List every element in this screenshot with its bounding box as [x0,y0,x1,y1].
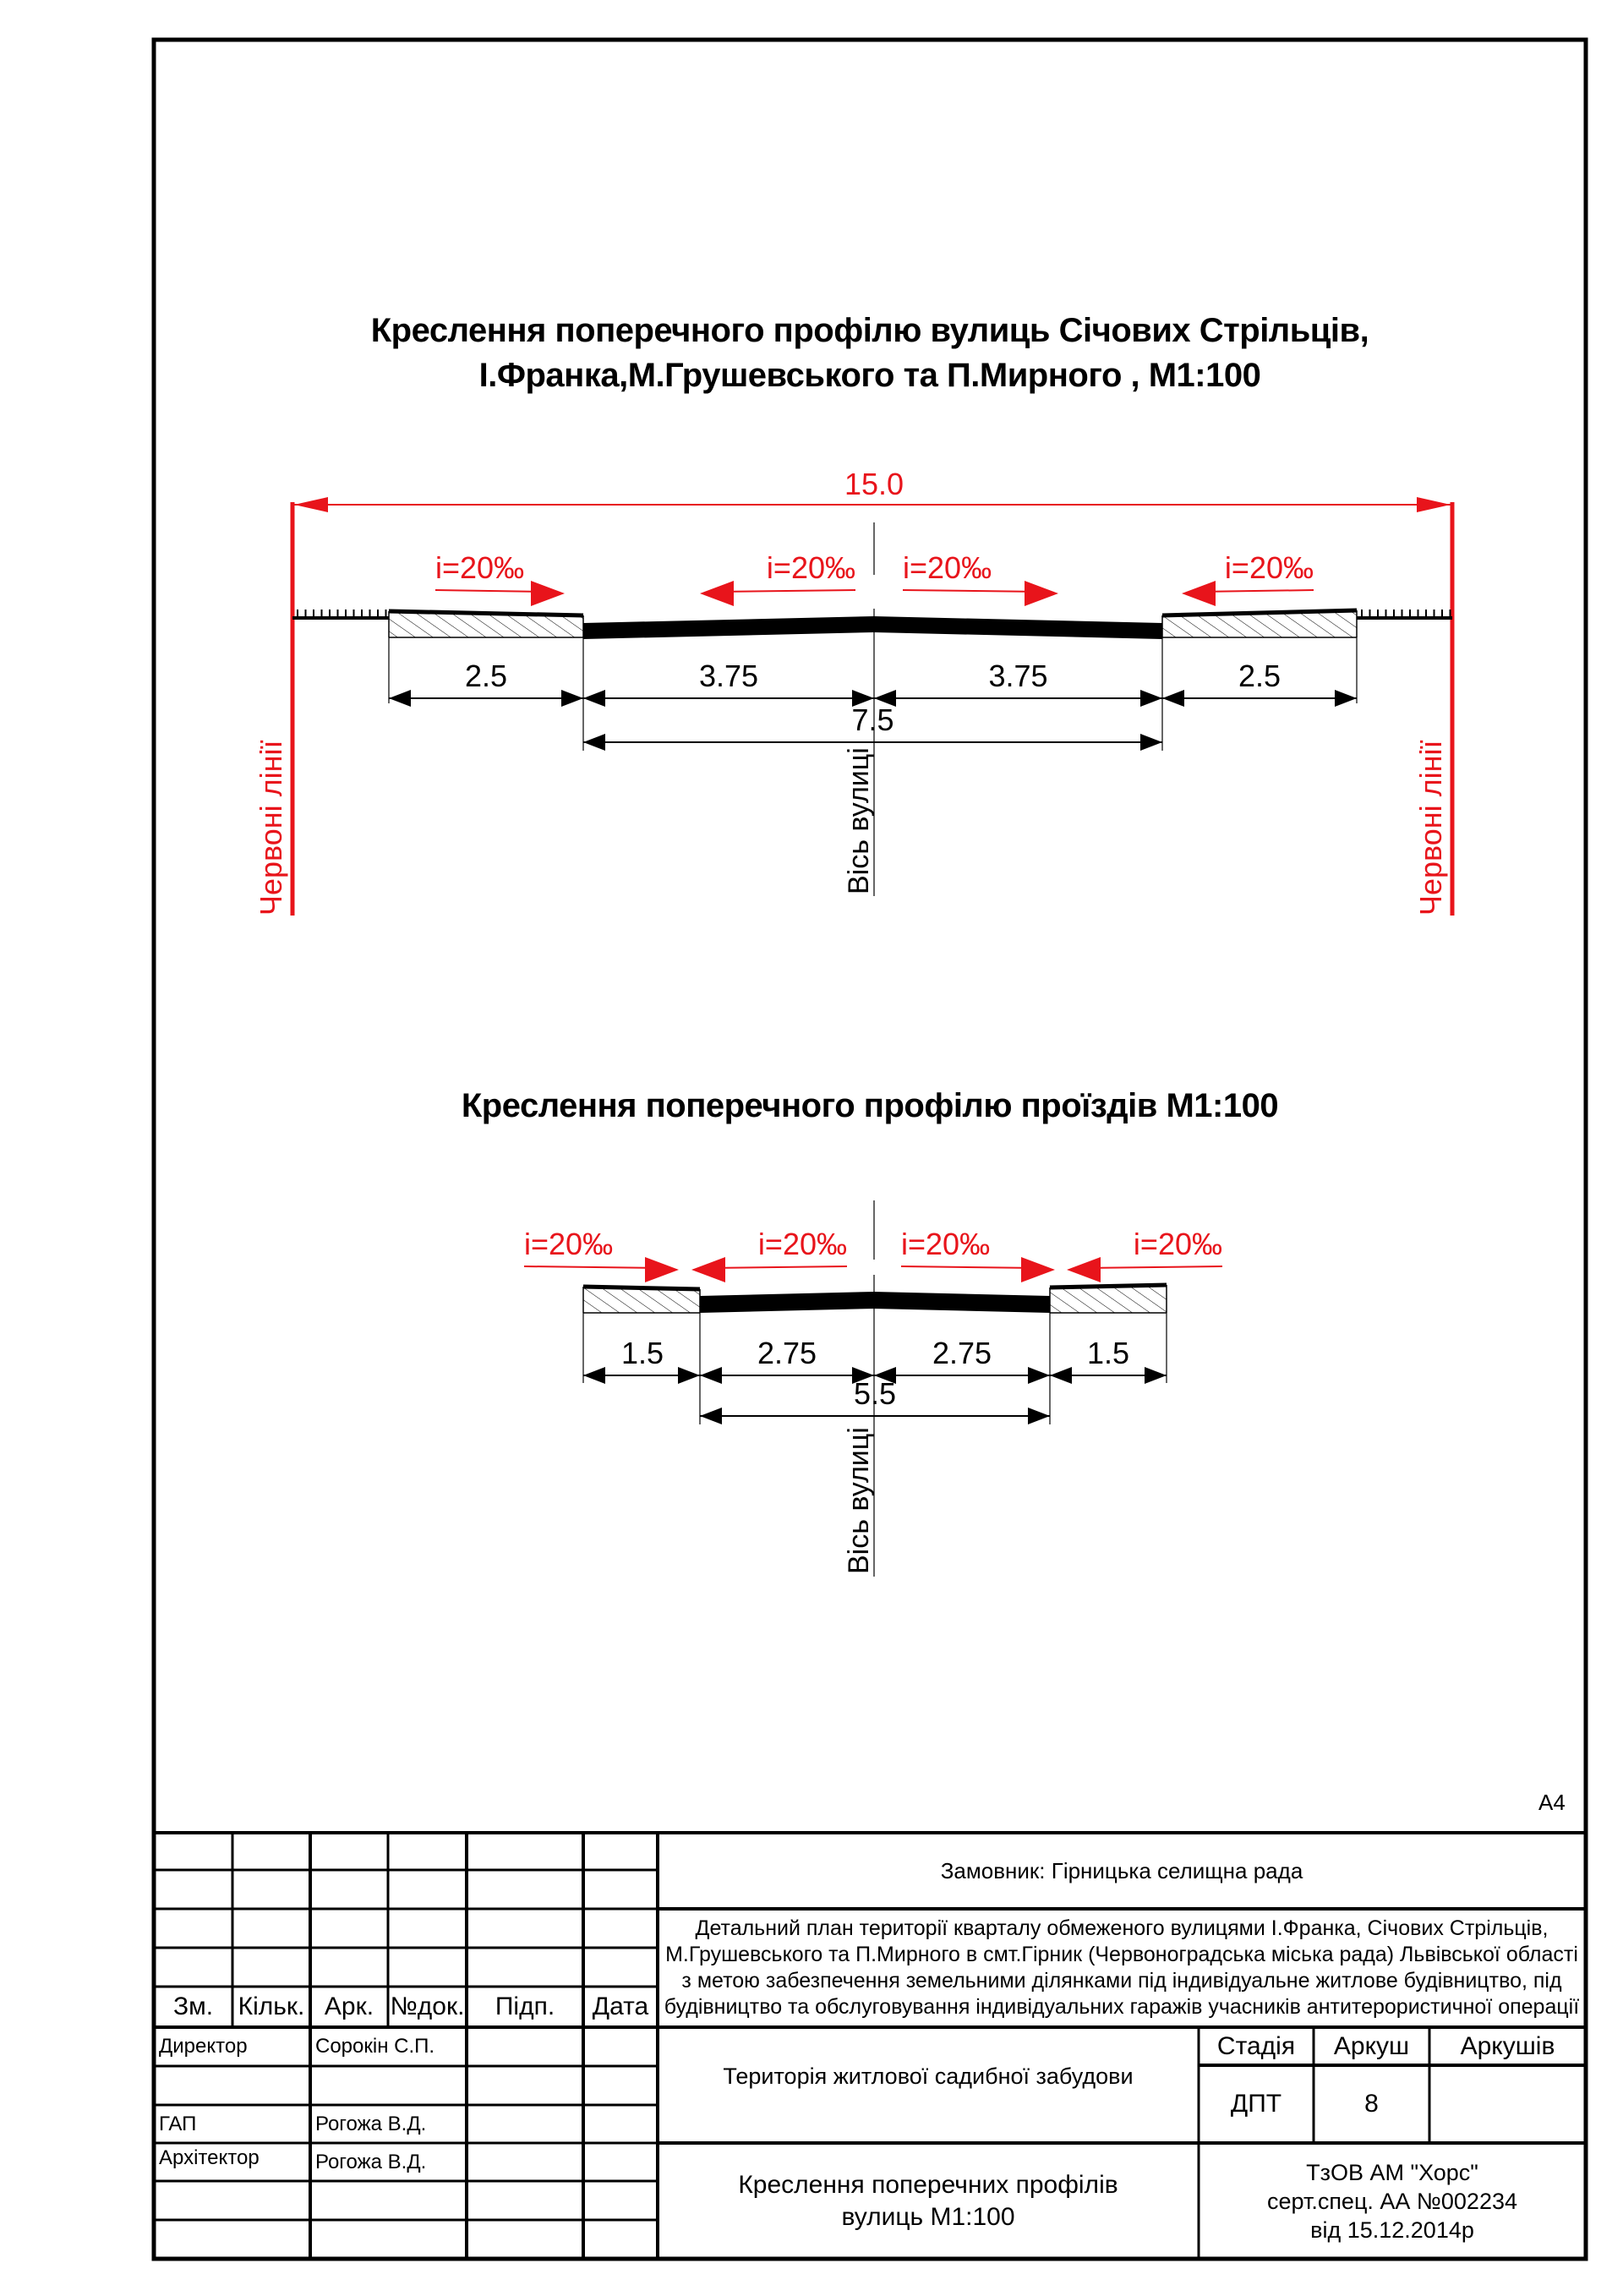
slope-sidewalk-right-line [1199,590,1314,592]
rev-header-date: Дата [592,1993,649,2020]
dim-lane-left-arrow-left [700,1367,722,1384]
dim-lane-left-arrow-left [583,690,605,707]
slope-sidewalk-right-label: i=20‰ [1133,1227,1222,1261]
customer-label: Замовник: Гірницька селищна рада [940,1857,1303,1883]
slope-lane-left-line [717,590,855,592]
street-axis-label: Вісь вулиці [843,747,875,894]
dim-lane-left-label: 2.75 [757,1336,817,1370]
slope-sidewalk-right-arrowhead [1182,581,1216,606]
staff-role-gap: ГАП [159,2112,197,2135]
profile-main-title-line2: І.Франка,М.Грушевського та П.Мирного , М1:100 [478,357,1261,394]
staff-name-director: Сорокін С.П. [315,2035,435,2058]
dim-sidewalk-right-arrow-right [1145,1367,1167,1384]
slope-sidewalk-left-arrowhead [531,581,565,606]
stage-value: ДПТ [1230,2089,1282,2118]
staff-name-architect: Рогожа В.Д. [315,2150,427,2173]
rev-header-change: Зм. [172,1993,214,2020]
slope-lane-right-label: i=20‰ [901,1227,991,1261]
dim-carriageway-label: 5.5 [853,1376,897,1411]
street-axis-label: Вісь вулиці [843,1427,875,1574]
dim-lane-right-arrow-right [1140,690,1162,707]
dim-sidewalk-left-label: 1.5 [620,1336,664,1370]
sheet-format-label: A4 [1538,1790,1566,1815]
slope-sidewalk-left-line [524,1266,662,1268]
rev-header-qty: Кільк. [238,1993,305,2020]
slope-lane-left-arrowhead [700,581,734,606]
dim-sidewalk-left-arrow-right [561,690,583,707]
slope-sidewalk-right-arrowhead [1067,1257,1101,1282]
slope-lane-left-arrowhead [691,1257,725,1282]
project-description [658,1909,1586,2027]
drawing-title-line1: Креслення поперечних профілів [738,2170,1118,2199]
dim-sidewalk-left-arrow-left [389,690,411,707]
dim-sidewalk-right-label: 2.5 [1238,659,1281,693]
drawing-title [658,2143,1199,2259]
dim-carriageway-arrow-left [583,734,605,751]
profile-driveway-drawing [524,1200,1222,1577]
slope-lane-left-label: i=20‰ [757,1227,847,1261]
dim-lane-left-label: 3.75 [698,659,759,693]
project-line-4: будівництво та обслуговування індивідуальних гаражів учасників антитерористичної операції [664,1995,1580,2019]
dim-carriageway-arrow-right [1140,734,1162,751]
slope-sidewalk-left-arrowhead [645,1257,679,1282]
dim-carriageway-label: 7.5 [851,702,894,737]
staff-role-director: Директор [159,2035,248,2058]
slope-sidewalk-right-label: i=20‰ [1224,550,1314,585]
sheets-total [1429,2065,1586,2142]
slope-lane-left-label: i=20‰ [766,550,855,585]
dim-sidewalk-left-arrow-left [583,1367,605,1384]
dim-carriageway-arrow-left [700,1408,722,1424]
stage-header: Стадія [1216,2031,1296,2060]
dim-lane-right-label: 3.75 [988,659,1048,693]
carriageway [583,616,1162,639]
rev-header-signature: Підп. [495,1993,555,2020]
slope-lane-right-line [903,590,1041,592]
sidewalk-right-surface [1050,1285,1167,1287]
dim-carriageway-arrow-right [1028,1408,1050,1424]
company-name: ТзОВ АМ "Хорс" [1306,2159,1478,2185]
staff-name-gap: Рогожа В.Д. [315,2112,427,2135]
sheet-header: Аркуш [1333,2031,1410,2060]
zone-label: Територія житлової садибної забудови [723,2063,1134,2089]
project-line-2: М.Грушевського та П.Мирного в смт.Гірник (Червоноградська міська рада) Львівської області [665,1943,1578,1966]
slope-lane-right-arrowhead [1025,581,1058,606]
slope-lane-right-arrowhead [1021,1257,1055,1282]
slope-lane-left-line [708,1266,847,1268]
sidewalk-left-surface [583,1287,700,1289]
company-cert-date: від 15.12.2014р [1310,2217,1474,2243]
slope-lane-right-line [901,1266,1038,1268]
rev-header-docno: №док. [390,1993,465,2020]
total-width-label: 15.0 [844,467,904,501]
profile-main-drawing [254,467,1452,916]
total-width-arrow-right [1417,497,1451,512]
dim-sidewalk-right-label: 1.5 [1086,1336,1130,1370]
dim-sidewalk-left-label: 2.5 [464,659,508,693]
dim-lane-right-arrow-right [1028,1367,1050,1384]
dim-sidewalk-right-arrow-left [1162,690,1184,707]
dim-sidewalk-right-arrow-left [1050,1367,1072,1384]
profile-main-title-line1: Креслення поперечного профілю вулиць Січових Стрільців, [370,312,1369,349]
project-line-1: Детальний план території кварталу обмеженого вулицями І.Франка, Січових Стрільців, [695,1916,1549,1940]
staff-role-architect: Архітектор [159,2146,260,2169]
dim-sidewalk-right-arrow-right [1335,690,1357,707]
slope-sidewalk-left-label: i=20‰ [435,550,525,585]
company-info [1199,2143,1586,2259]
project-line-3: з метою забезпечення земельними ділянками під індивідуальне житлове будівництво, під [681,1969,1562,1993]
red-line-label-left: Червоні лінії [254,740,288,916]
drawing-title-line2: вулиць М1:100 [841,2202,1015,2231]
carriageway [700,1292,1050,1313]
red-line-label-right: Червоні лінії [1413,740,1448,916]
total-width-arrow-left [294,497,328,512]
dim-sidewalk-left-arrow-right [678,1367,700,1384]
slope-lane-right-label: i=20‰ [903,550,992,585]
rev-header-sheet: Арк. [324,1993,374,2020]
sheet-number: 8 [1364,2089,1379,2118]
company-cert: серт.спец. АА №002234 [1267,2188,1517,2214]
profile-driveway-title: Креслення поперечного профілю проїздів М1:100 [461,1087,1279,1124]
slope-sidewalk-right-line [1084,1266,1222,1268]
sheets-header: Аркушів [1460,2031,1555,2060]
dim-lane-right-label: 2.75 [932,1336,992,1370]
slope-sidewalk-left-label: i=20‰ [524,1227,614,1261]
